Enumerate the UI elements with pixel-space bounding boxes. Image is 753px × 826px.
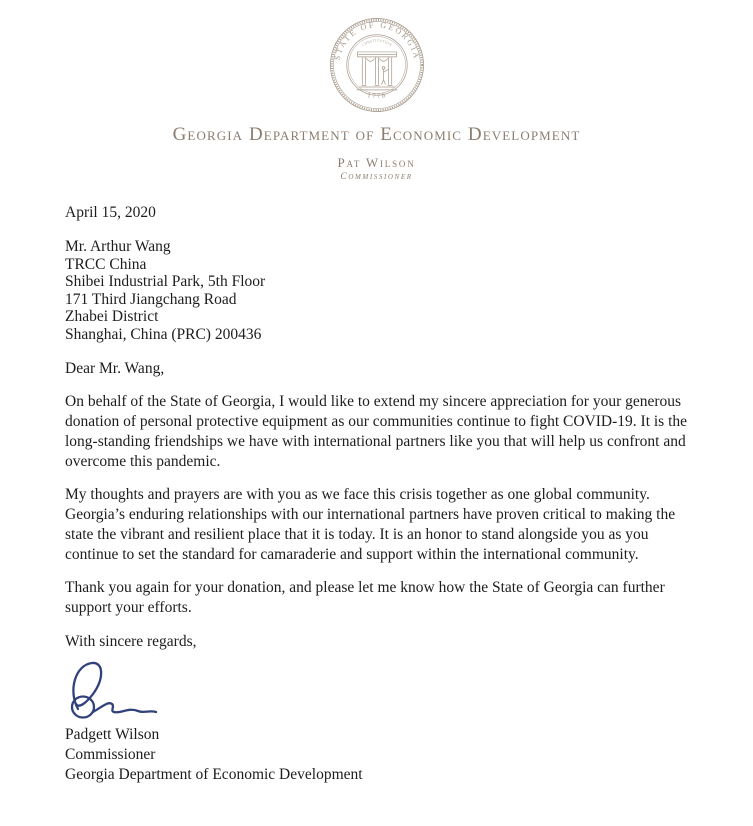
- recipient-address-line: Shanghai, China (PRC) 200436: [65, 325, 262, 343]
- seal-arch-illustration: [356, 52, 397, 90]
- recipient-address-line: Zhabei District: [65, 308, 159, 325]
- seal-year-text: 1776: [365, 90, 388, 101]
- letterhead: [0, 0, 753, 182]
- handwritten-signature-image: [66, 659, 166, 721]
- body-paragraph: Thank you again for your donation, and please let me know how the State of Georgia can further support your efforts.: [65, 579, 665, 616]
- recipient-name: Mr. Arthur Wang: [65, 238, 171, 255]
- recipient-company: TRCC China: [65, 255, 147, 273]
- signer-organization: Georgia Department of Economic Development: [65, 766, 363, 783]
- letterhead-organization: Georgia Department of Economic Development: [172, 124, 581, 145]
- recipient-address-block: [65, 238, 695, 343]
- seal-top-text: STATE OF GEORGIA: [332, 20, 421, 62]
- letter-body: [65, 203, 695, 785]
- closing-line: With sincere regards,: [65, 633, 197, 650]
- signer-name: Padgett Wilson: [65, 726, 160, 743]
- signer-block: [65, 725, 695, 785]
- body-paragraph: On behalf of the State of Georgia, I would like to extend my sincere appreciation for your generous donation of personal protective equipment as our communities continue to fight COVID-19. It is the long-standing friendships we have with international partners like you that will help us confront and overcome this pandemic.: [65, 393, 688, 470]
- letterhead-commissioner-title: Commissioner: [340, 172, 413, 182]
- seal-container: [0, 16, 753, 114]
- signer-title: Commissioner: [65, 746, 156, 763]
- letter-date: April 15, 2020: [65, 204, 156, 221]
- svg-text:CONSTITUTION: [361, 39, 393, 48]
- svg-text:1776: [366, 91, 387, 100]
- body-paragraph: My thoughts and prayers are with you as we face this crisis together as one global community. Georgia’s enduring relationships with our international partners have proven critical to making the state the vibrant and resilient place that it is today. It is an honor to stand alongside you as you continue to set the standard for camaraderie and support within the international community.: [65, 486, 676, 563]
- signature-container: [66, 659, 695, 721]
- letterhead-commissioner-name: Pat Wilson: [337, 155, 416, 170]
- seal-banner-text: CONSTITUTION: [360, 38, 393, 48]
- salutation: Dear Mr. Wang,: [65, 360, 165, 377]
- recipient-address-line: Shibei Industrial Park, 5th Floor: [65, 273, 266, 290]
- state-of-georgia-seal-icon: [328, 16, 426, 114]
- recipient-address-line: 171 Third Jiangchang Road: [65, 290, 237, 308]
